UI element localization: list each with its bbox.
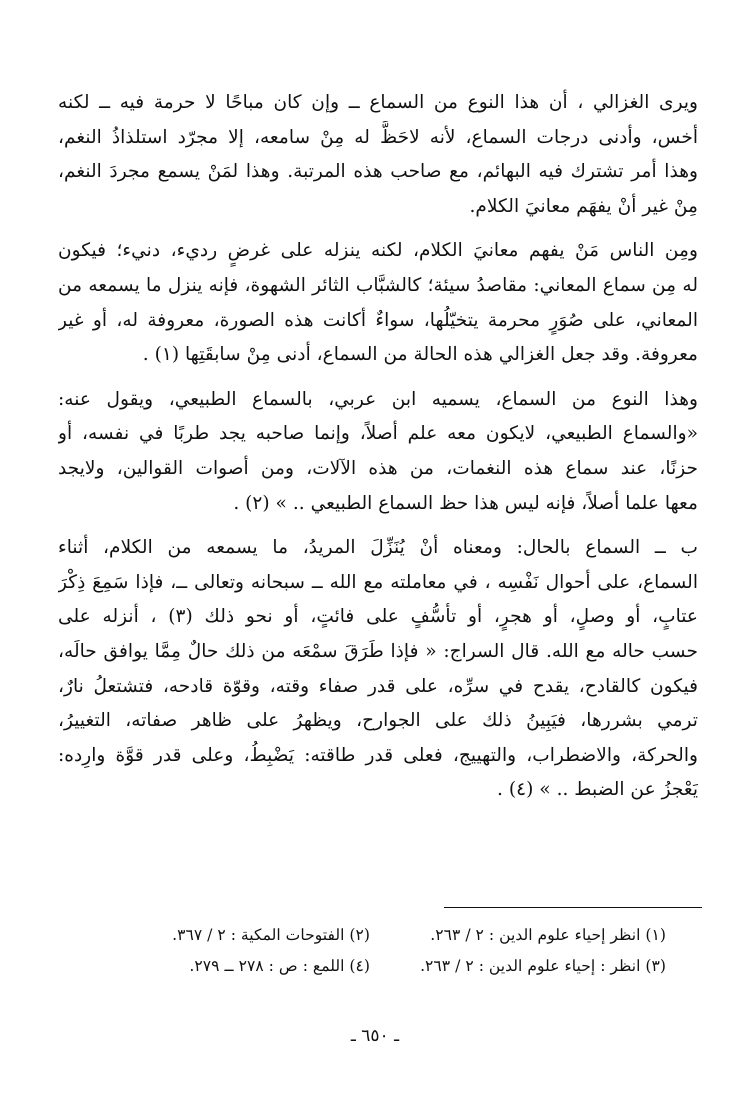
text-line: عتابٍ، أو وصلٍ، أو هجرٍ، أو تأسُّفٍ على فائتٍ، أو نحو ذلك (٣) ، أنزله على xyxy=(58,606,698,628)
footnote-row xyxy=(110,951,666,982)
footnote-row xyxy=(110,920,666,951)
footnotes xyxy=(110,920,666,982)
text-line: يَعْجزُ عن الضبط .. » (٤) . xyxy=(497,779,698,801)
footnote-1: (١) انظر إحياء علوم الدين : ٢ / ٢٦٣. xyxy=(430,926,666,944)
text-line: معها علما أصلاً، فإنه ليس هذا حظ السماع الطبيعي .. » (٢) . xyxy=(233,492,698,514)
text-line: والحركة، والاضطراب، والتهييج، فعلى قدر طاقته: يَضْبِطُ، وعلى قدر قوَّة وارِده: xyxy=(58,744,698,766)
text-line: وهذا أمر تشترك فيه البهائم، مع صاحب هذه المرتبة. وهذا لمَنْ يسمع مجردَ النغم، xyxy=(58,161,698,183)
text-line: السماع، على أحوال نَفْسِه ، في معاملته مع الله ــ سبحانه وتعالى ــ، فإذا سَمِعَ ذِكْرَ xyxy=(58,571,698,593)
footnote-separator xyxy=(444,907,702,908)
page-body xyxy=(58,78,698,818)
text-line: ومِن الناس مَنْ يفهم معانيَ الكلام، لكنه ينزله على غرضٍ رديء، دنيء؛ فيكون xyxy=(58,240,698,262)
text-line: المعاني، على صُوَرٍ محرمة يتخيّلُها، سواءٌ أكانت هذه الصورة، معروفة له، أو غير xyxy=(58,309,698,331)
text-line: حزنًا، عند سماع هذه النغمات، من هذه الآلات، ومن أصوات القوالين، ولايجد xyxy=(58,457,698,479)
paragraph-4 xyxy=(58,531,698,808)
footnote-4: (٤) اللمع : ص : ٢٧٨ ــ ٢٧٩. xyxy=(189,957,370,975)
footnote-2: (٢) الفتوحات المكية : ٢ / ٣٦٧. xyxy=(172,926,370,944)
text-line: مِنْ غير أنْ يفهَم معانيَ الكلام. xyxy=(469,195,698,217)
text-line: ب ــ السماع بالحال: ومعناه أنْ يُنَزِّلَ المريدُ، ما يسمعه من الكلام، أثناء xyxy=(58,537,698,559)
text-line: ويرى الغزالي ، أن هذا النوع من السماع ــ وإن كان مباحًا لا حرمة فيه ــ لكنه xyxy=(58,92,698,113)
footnote-3: (٣) انظر : إحياء علوم الدين : ٢ / ٢٦٣. xyxy=(420,957,666,975)
text-line: حسب حاله مع الله. قال السراج: « فإذا طَرَقَ سمْعَه من ذلك حالٌ مِمَّا يوافق حالَه، xyxy=(58,640,698,662)
text-line: فيكون كالقادح، يقدح في سرِّه، على قدر صفاء وقته، وقوّة قادحه، فتشتعلُ نارٌ، xyxy=(58,675,698,697)
text-line: وهذا النوع من السماع، يسميه ابن عربي، بالسماع الطبيعي، ويقول عنه: xyxy=(58,388,698,410)
page-number: ـ ٦٥٠ ـ xyxy=(350,1026,400,1046)
text-line: أخس، وأدنى درجات السماع، لأنه لاحَظَّ له مِنْ سامعه، إلا مجرّد استلذاذُ النغم، xyxy=(58,126,698,148)
paragraph-2 xyxy=(58,234,698,372)
paragraph-3 xyxy=(58,383,698,521)
text-line: «والسماع الطبيعي، لايكون معه علم أصلاً، وإنما صاحبه يجد طربًا في نفسه، أو xyxy=(58,423,698,445)
paragraph-1 xyxy=(58,86,698,224)
text-line: ترمي بشررها، فيَبِينُ ذلك على الجوارح، ويظهرُ على ظاهر صفاته، التغييرُ، xyxy=(58,710,698,732)
text-line: معروفة. وقد جعل الغزالي هذه الحالة من السماع، أدنى مِنْ سابقَتِها (١) . xyxy=(142,344,698,366)
text-line: له مِن سماع المعاني: مقاصدُ سيئة؛ كالشبَّاب الثائر الشهوة، فإنه ينزل ما يسمعه من xyxy=(58,274,698,296)
